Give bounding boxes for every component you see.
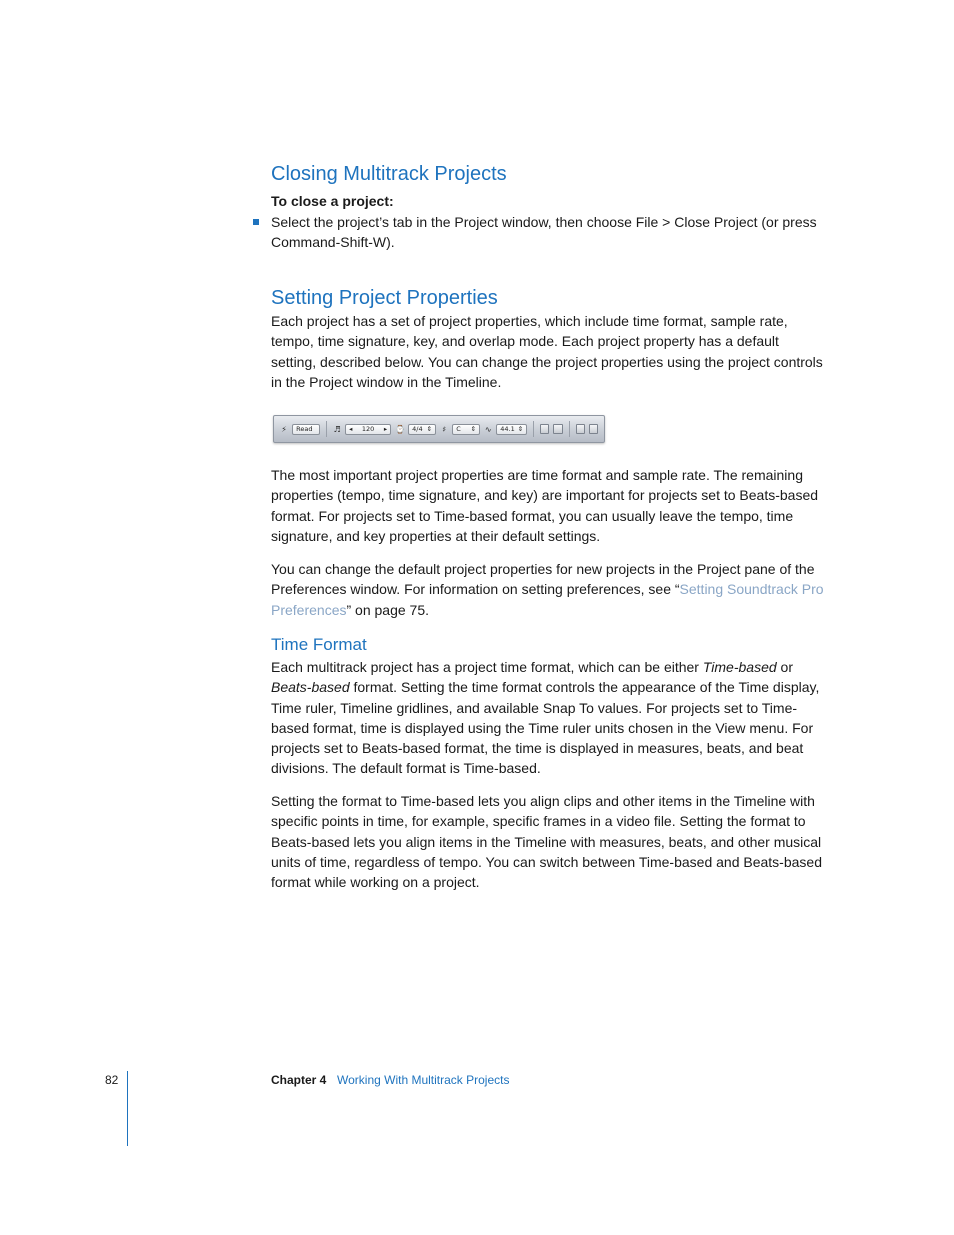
- view-button-2[interactable]: [589, 424, 598, 434]
- heading-time-format: Time Format: [271, 635, 367, 654]
- chevron-updown-icon: ⇕: [517, 425, 524, 433]
- toolbar-divider: [569, 421, 570, 437]
- para3-text-after: ” on page 75.: [346, 601, 429, 618]
- toolbar-divider: [326, 421, 327, 437]
- properties-paragraph-1: Each project has a set of project properties, which include time format, sample rate, tempo, time signature, key, and overlap mode. Each project property has a default setting, described below. You can change the project properties using the project controls in the Project window in the Timeline.: [271, 313, 823, 390]
- tempo-field[interactable]: [345, 424, 391, 435]
- properties-paragraph-2: The most important project properties are time format and sample rate. The remaining properties (tempo, time signature, and key) are important for projects set to Beats-based format. For projects set to Time-based format, you can usually leave the tempo, time signature, and key properties at their default settings.: [271, 467, 819, 544]
- mode-icon: ⚡: [281, 424, 287, 434]
- bullet-text-line2: Command-Shift-W).: [271, 234, 395, 251]
- heading-project-properties: Setting Project Properties: [271, 287, 498, 309]
- chapter-label: Chapter 4: [271, 1073, 327, 1087]
- time-format-paragraph-2: Setting the format to Time-based lets you align clips and other items in the Timeline with specific points in time, for example, specific frames in a video file. Setting the format to Beats-based lets you align items in the Timeline with measures, beats, and other musical units of time, regardless of tempo. You can switch between Time-based and Beats-based format while working on a project.: [271, 793, 822, 891]
- tf-text-a: Each multitrack project has a project time format, which can be either: [271, 659, 703, 675]
- bullet-icon: [253, 219, 259, 225]
- bullet-text-line1: Select the project’s tab in the Project window, then choose File > Close Project (or press: [271, 214, 817, 230]
- tf-em-beats-based: Beats-based: [271, 679, 350, 696]
- sample-rate-value: 44.1: [500, 425, 515, 433]
- para3-text-before: You can change the default project properties for new projects in the Project pane of the Preferences window. For information on setting preferences, see “: [271, 561, 815, 598]
- page-number: 82: [105, 1073, 119, 1087]
- tempo-value: 120: [361, 425, 375, 433]
- key-icon: ♯: [442, 424, 447, 434]
- tf-text-b: or: [776, 659, 793, 675]
- tf-text-c: format. Setting the time format controls the appearance of the Time display, Time ruler, Timeline gridlines, and available Snap To values. For projects set to Time-based format, time is displayed using the Time ruler units chosen in the View menu. For projects set to Beats-based format, the time is displayed in measures, beats, and beat divisions. The default format is Time-based.: [271, 679, 820, 777]
- properties-paragraph-3: [271, 559, 827, 620]
- tempo-arrow-right-icon[interactable]: ▸: [383, 425, 388, 433]
- tempo-arrow-left-icon[interactable]: ◂: [349, 425, 353, 433]
- footer-rule: [127, 1071, 128, 1146]
- time-signature-popup[interactable]: [408, 424, 436, 435]
- bullet-text: [271, 212, 827, 253]
- chevron-updown-icon: ⇕: [470, 425, 477, 433]
- heading-closing-projects: Closing Multitrack Projects: [271, 163, 507, 185]
- key-popup[interactable]: [452, 424, 480, 435]
- mode-value: Read: [296, 425, 313, 433]
- sample-rate-popup[interactable]: [496, 424, 527, 435]
- toolbar-divider: [533, 421, 534, 437]
- preferences-link[interactable]: Setting Soundtrack Pro Preferences: [271, 581, 824, 618]
- key-value: C: [456, 425, 461, 433]
- mode-popup[interactable]: [292, 424, 320, 435]
- tf-em-time-based: Time-based: [702, 659, 777, 675]
- view-button-1[interactable]: [576, 424, 585, 434]
- time-signature-icon: ⌚: [395, 424, 406, 434]
- snap-button[interactable]: [553, 424, 562, 434]
- task-label: To close a project:: [271, 193, 394, 209]
- time-format-paragraph-1: [271, 657, 827, 779]
- overlap-mode-button[interactable]: [540, 424, 549, 434]
- time-signature-value: 4/4: [412, 425, 423, 433]
- sample-rate-icon: ∿: [484, 424, 492, 434]
- metronome-icon: ♬: [333, 424, 341, 434]
- chevron-updown-icon: ⇕: [426, 425, 433, 433]
- project-controls-toolbar: [273, 415, 605, 443]
- chapter-title: Working With Multitrack Projects: [337, 1073, 510, 1087]
